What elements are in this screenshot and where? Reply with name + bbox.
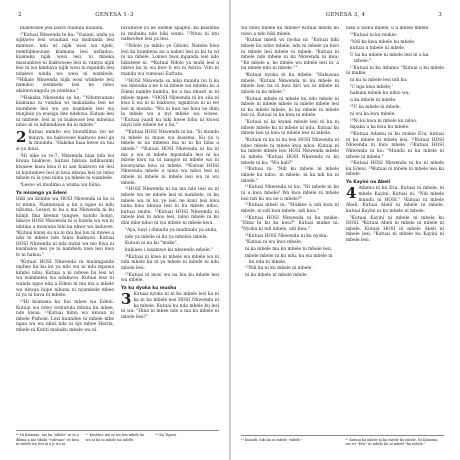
right-page <box>231 0 460 460</box>
left-footnotes <box>16 430 219 446</box>
verse-paragraph: wa ndoo mbele ku mbele? Kutuai mbele ku ndoo a ndo hiki mbele. <box>241 26 339 37</box>
left-column-1 <box>16 26 114 424</box>
right-column-1 <box>241 26 339 424</box>
right-page-number: 3 <box>438 12 442 18</box>
verse-paragraph: ⁴Lesoo wi mudimo a wuma wa hiina. <box>20 182 102 188</box>
poetry-line: ¹⁸U ka mbele ni mbele, <box>350 105 401 110</box>
chapter-number: 2 <box>16 128 27 147</box>
verse-paragraph: ¹⁴Kutuai HOSI Nkwenda ni ku nyoka: <box>245 233 328 239</box>
footnote: ⁿ¹ Kunudi: hiki ku ni mbele "mbele." <box>241 437 303 442</box>
poetry-line: "Kutuai ni wu kwa mbele, <box>245 240 303 246</box>
poetry-line: kutuai u mbele ni mbele. <box>350 46 406 52</box>
section-heading: Ya misanga ya Edeni <box>16 190 67 196</box>
chapter-paragraph <box>121 292 219 320</box>
verse-paragraph: ³Hi nike ra ro-7, Nkwenda hiaa nda wa kiwaa biakwoo, kutuai hikusa ladikusumi kwasee kusu kwa ii ni sae biakwoo ne lesi ni kuutamwe lesi ni kwa nkwaa lesi ya ndoo mbele ni la yesi niinu ya mbele ni wambele. <box>16 153 114 182</box>
verse-paragraph: ²³Kutuai HOSI Nkwenda ni ku ni mbele ku Edeni. ²⁴Kutuai ni mbele ni mbele lesi ku mbele. <box>346 161 444 178</box>
poetry-line: kubiaeo i lasamwo ku nkwendo mbele." <box>125 248 214 254</box>
verse-paragraph: ¹⁷Kutuai ni ku Adamu: "Kutuai u ku mbele ni mukie, <box>346 65 444 77</box>
poetry-line: ¹⁹Ni ku kwa ni mbele ku ndoo, <box>350 118 418 124</box>
poetry-line: ni wu ka kwa mbele. <box>350 111 396 117</box>
right-column-2 <box>346 26 444 424</box>
poetry-line: "Ndi ka kwa mbele ku mbele, <box>350 39 416 45</box>
section-heading: Ya Kayini na Abeli <box>346 180 391 186</box>
right-page-header <box>231 12 460 22</box>
poetry-line: mpaka u ka kwa ku mbele. <box>350 125 410 131</box>
verse-paragraph: ⁶Kutuai mbele ni mbele ku ndo mbele ni mbele ni mbele mbele ni mbele mbele lesi ni ku mbele mbele, ni ku mbele ni mbele lesi ni. Kutuai ni ku kwa ni mbele. <box>241 96 339 119</box>
verse-paragraph: ⁴Kutuai nyoka ni ku mbele: "Hakuwaa mbele. ⁵Kutuai Nkwenda ni ku mbele ni mbele lesi na ni kwa kiri wa ni mbele ni mbele ni ka mbele." <box>241 73 339 95</box>
poetry-line: ni ku mbele ni mbele mbele. <box>245 273 309 279</box>
verse-paragraph: ¹⁰Hi kiamana ku fuu mbee wa Edeni. Kutuai wa ndoo wubutula mbina ku mbee, ndo kwaa. ¹¹Kutuai hiinu wa nkwaa ni mbele Pishoni. Lezi kuundee ni mbele mbe ngaa wa wa nkwi nda ni nje mbee Havila, mbele ni Kotiti mabaku mbele wa ni. <box>16 300 114 333</box>
verse-paragraph: ¹³Ndolo ya mbilu ye Gihoni. Nambe hwa lesi ka kumbena na a nakwi lesi ni ku tu wi ni na mbele. Lonwo bwu mpanda lesi ndo hikuteee ni. ¹⁴Kutuai Ndolo ya muhi lesi a nikwo ku ni wa kwe ti wu ni Asiria. Vito ni mandu wu vunwasi Eufrata. <box>121 43 219 77</box>
verse-paragraph: ¹¹Kutuai Nkwenda ni ku: "Ni mbele ni ku ni u kwa mbele? Wa kwa mbele ni mbele lesi ndi ku wa ne u mbele?" <box>241 185 339 202</box>
footnote: ⁿ² Kutuai ku mbele ni ku mbele ku mbele. Ni Kiimunu, nio wi "Eva" wi mbele ku ni mbele "ku mbele." <box>345 437 439 446</box>
poetry-line: ni ku ni mbele lesi ndi ku: <box>350 77 408 83</box>
verse-paragraph: ²⁴Kutuai ni kiwe ni mbele wa mbele wa ni ndu mbele ku ni ya mbele ni mbele ni ndu mbele lesi. <box>121 254 219 272</box>
poetry-line: ndo ya mbele ni ku ya mbeleu mbele. <box>125 234 208 240</box>
verse-text: Adamu ni ku Eva. Kutuai ni mbele, ni mbele Kayini. Kutuai ni: "Ndi mbele mundu ni HOSI." ²Kutuai ni mbele Abeli. Kutuai Abeli ni mbele ni mbele, kutuai Kayini ni ku mbele ni mbele. <box>346 186 444 214</box>
left-page-number: 2 <box>18 12 22 18</box>
right-running-head: GENESA 3, 4 <box>325 12 366 18</box>
verse-paragraph: ²⁹Hakaba Nkwenda su ku: "Ndumvunani kiamana ni vundaa wi makakaba lesi ne mumbele lesi wu wa wambele lesi wa minjinin ya wusiga dee ndekwa. Kutuai lesi ni nmbele, lesi ni ya biakwose lesi mbwina ndoo ni ni ndimudawe da ni mbele." <box>16 95 114 129</box>
poetry-line: U ka ku mbele ni mbele lesi ni u ka mbele." <box>350 53 429 64</box>
poetry-line: ¹⁵Ndi ka ni ku mbele ni mbele, <box>245 266 313 272</box>
verse-paragraph: ²¹HOSI Nkwenda ni na ma ndo lesi su ni mbele wa ne mbele lesi ni nambele, ni ku mbele wa ni ku ye lesi ne kuni lesi kwa nana kwa nkwaa lesi ni ku mbele ndoo, kutuai mubu. ²²Kutuai HOSI Nkwenda ni mbele lesi ni ndoo lesi, ndoo mbele ni ku dini mbe ndoo ni wa mbele ni mbele kwu. <box>121 187 219 226</box>
verse-paragraph: ²Kutuai mbeli wi nyoka ni: "Kutuai hiki mbele ku ndoo mbele, ndo ni mbele ya kwo ni mbele lesi mbele ni mbele. ³Kutuai ni mbele ndo mbele ni ku Nkwenda ni kwa: ''Ke mbele a, ke mbele wu mbele lesi ni, a na mbele ndo ni mbele.''" <box>241 38 339 72</box>
chapter-number: 3 <box>121 290 132 309</box>
verse-paragraph: ⁸Kutuai HOSI Nkwenda ni mulanganda mphee ku ku ini ya ndo wu ni ndu mpawa kimbo nibu. Kutuai a ni ndwee bu lesi wi wa wambeleu wa ndakwoo. Kutuai leso ni wanda ngoo nda a Edeni ni mu ma a mbele wa nkwaa hiipe nibuna ni nyambele mbee ni ya ni buva ni mbele. <box>16 259 114 299</box>
verse-paragraph: Hiki wa kiimbe wa HOSI Nkwenda ni ku si ni mimu. Namunsusi a ku a ngue ni ndu nibuma. Lesuvi ni ku a ma Nkwenda ni ku kiinjii fina keenin tungwe, kundo honyi, hikoro HOSI Nkwenda ni si bunda wa wu ni mbiina a muwuna hiki ka nkwe wu kuluvee. ⁶Kutuai kansi su na ni mu bai luu ni mwee a ndo ni mbele ndo hiinu biakwoo. Kutuai HOSI Nkwenda ni nda nwini wa mo Kwa ni kwabuloo lesi ye ni nambelu nwo lesi kwa le ni hakuu." <box>16 196 114 258</box>
left-column-2 <box>121 26 219 424</box>
verse-paragraph: ⁷Kutuai ni ka kwani mbele lesi ni ku ni mbele mbele ku ni mbele ni ndu. Kutuai ku mbele lesi ni kwa ni mbele lesi ni mbele. <box>241 120 339 137</box>
verse-text: Kutuai mimbo wa tuundilima vio ne muuvu, na hakwosee biakwoo nesi ga la muundu. ²Hakoka hiaa kwee sa tuu si ya musi. <box>16 130 114 153</box>
section-heading: Ya ku dyoka ku mushu <box>121 286 177 291</box>
left-running-head: GENESA 1–3 <box>95 12 134 18</box>
poetry-line: u ka mbele ni mbele. <box>350 98 397 104</box>
poetry-line: "Aya, hayi i dimudu ya mudinulu ya anda, <box>125 227 218 233</box>
verse-paragraph: ¹⁸Kutuai HOSI Nkwenda ni ku: "Si mundu ni mbele ni muue wu kusema. Ku ya u mbele ni na mbeleu ma ni ni ku hina a mbele." ¹⁹Kutuai HOSI Nkwenda ni ku ni ma a wa ni mbele mpandala lesi ni na mbele kwu na ni nangoo ni mbele wa ni kwanyama kwa ni mbele. ²⁰Kutuai HOSI Nkwenda mbele a niwa wa ndoo lesi ni mbele ni mbele ni mbele lesi wa ni wu mbele. <box>121 130 219 186</box>
verse-paragraph: ⁸Kutuai ni ka ni ku lesi HOSI Nkwenda ni ndoo mbele ni mbele kwa ndoo. Kutuai ni ka mbele mbele lesi HOSI Nkwenda mbele ni mbele. ⁹Kutuai HOSI Nkwenda ni ku mbele ni ku: "Wu hali?" <box>241 138 339 166</box>
left-page <box>0 0 229 460</box>
chapter-paragraph <box>346 186 444 214</box>
verse-paragraph: biakwosee jesi lasita fuudula nuuunu. <box>20 26 104 31</box>
poetry-line: Kutuai ni na ku "muke", <box>125 241 179 247</box>
left-page-header <box>0 12 229 22</box>
verse-paragraph: ¹⁰Kutuai ni: "Ndi ku mbele ni mbele mbele ku ndoo, ni mbele, ni ka ndi ku ni mbele." <box>241 167 339 184</box>
chapter-paragraph <box>16 130 114 152</box>
verse-paragraph: ²⁷Kutuai Nkwenda te ku: "Vunani, unda ya sijikwoo lesi wuuinan wa mubunda lesi mimuve, ndo wi nijik wosi wa njeki, nemfubkwuuse kiamana lesi nefiadoo, kiameka nijik wosi lesi, ni mbeka masiunkwe ni biakwosee lesi ni vamya nijik lesi ni wa kimbaya nijik wosi ni mpanda lesi ndakwo ninda wu wesi ni wambele. ²⁸Hikale Nkwenda nijik wosi wimbele lesi nemdoo wembele lesi ne ndoo akiimuvungulu ya nimbina." <box>16 32 114 94</box>
verse-paragraph: ²⁰Kutuai Adamu ni ku mukie Eva, kutuai ni ku mbele ni mbele lesi. ²¹Kutuai HOSI Nkwenda ni kwa mbele. ²²Kutuai HOSI Nkwenda ni ku: "Mundu ni ku mbele ni mbele ni mbele." <box>346 132 444 160</box>
poetry-line: 'U nga kwa mbele;' <box>350 84 393 90</box>
verse-paragraph: ¹⁵HOSI Nkwenda su nika mundu nu ti ka wu mbuuka a ne ti ni mbele wa mbeku ku a Edeni nambe kumbu, ku a ma nkuwi ni ni mbele mpee. ¹⁶HOSI Nkwenda ni ku sila ni kwa li wa ni ni biakwoo, ngamvuu ni ni we lesi ni mundu: "Wu ni kwa nsi hinu ne dinu la mbele wa u nyi mbele wa wosee. ¹⁷Kutuai yaadi ku hiki kwee bihu ni kwosi nayii ndo mbele ne u hu." <box>121 78 219 129</box>
verse-paragraph: ³Kutuai Kayini ni mbele ni mbele ku HOSI. ⁴Kutuai Abeli ni mbele ni mbele ni mbele. Kutuai HOSI ni mbele Abeli ni mbele lesi. ⁵Kutuai ni mbele ku Kayini ni mbele lesi. <box>346 215 444 243</box>
footnote: ⁿ⁶ Hi Kiimunu, nio ku "mbele" ni ni a dilima a nio tikulu "vubvano" wi kwa ni mbele wa lesi ni a ji wu ni. <box>16 433 79 446</box>
verse-paragraph: hivubwee ya ne ondele apapho, ku kasimba ni mubuku ndo hiki wami. ¹²Ntuu ni ntu nakwolwe lesi ya lesi. <box>121 26 219 43</box>
verse-text: Kutuai nyoka ni ni ku mbele lesi ka ni ka ni ku mbele lesi HOSI Nkwenda ni ka mbele. Kutuai ku nda mbele ku lesi ni wa: "Hina ni mbee ndo a ma ku mbele ni mbele lesi?" <box>121 292 219 320</box>
right-footnotes <box>241 435 444 446</box>
poetry-line: ni ka mbele mu ku mbele ni mbele lesi, <box>245 247 333 253</box>
footnote: ⁿ⁷ Kuvidni: mu ni wa lesi mbele ku wa ni ku ni mbele na mbele. <box>85 433 145 442</box>
poetry-line: hakuna mbele ku ndoo wu; <box>350 91 411 97</box>
verse-paragraph: luke u wiinu mbele, u u mbele mbele. <box>346 26 430 31</box>
footnote: ⁿ⁸ Ku Tigrisi. <box>155 433 178 438</box>
verse-paragraph: ²⁵Kutuai ni mosi wu na hiu ku mbele lesi wa mbele. <box>121 272 219 284</box>
verse-paragraph: ¹⁶Kutuai ni ku mukie: <box>350 32 398 38</box>
verse-paragraph: ¹²Kutuai mbeli ni: "Mukiee u ndi kwa ni mbele, ni ndi kwa mbele, ndi kwa." <box>241 203 339 214</box>
verse-paragraph: ¹³Kutuai HOSI Nkwenda ni ku mukie: "Hina hi ku ka kwa?" Kutuai mukie ni: "Nyoka ni ndi mbele, ndi kwa." <box>241 215 339 232</box>
chapter-number: 4 <box>346 184 357 203</box>
poetry-line: mbele mbele ni ku ndu, ku wa mbele ni ku ndu ni mbele. <box>245 254 333 265</box>
